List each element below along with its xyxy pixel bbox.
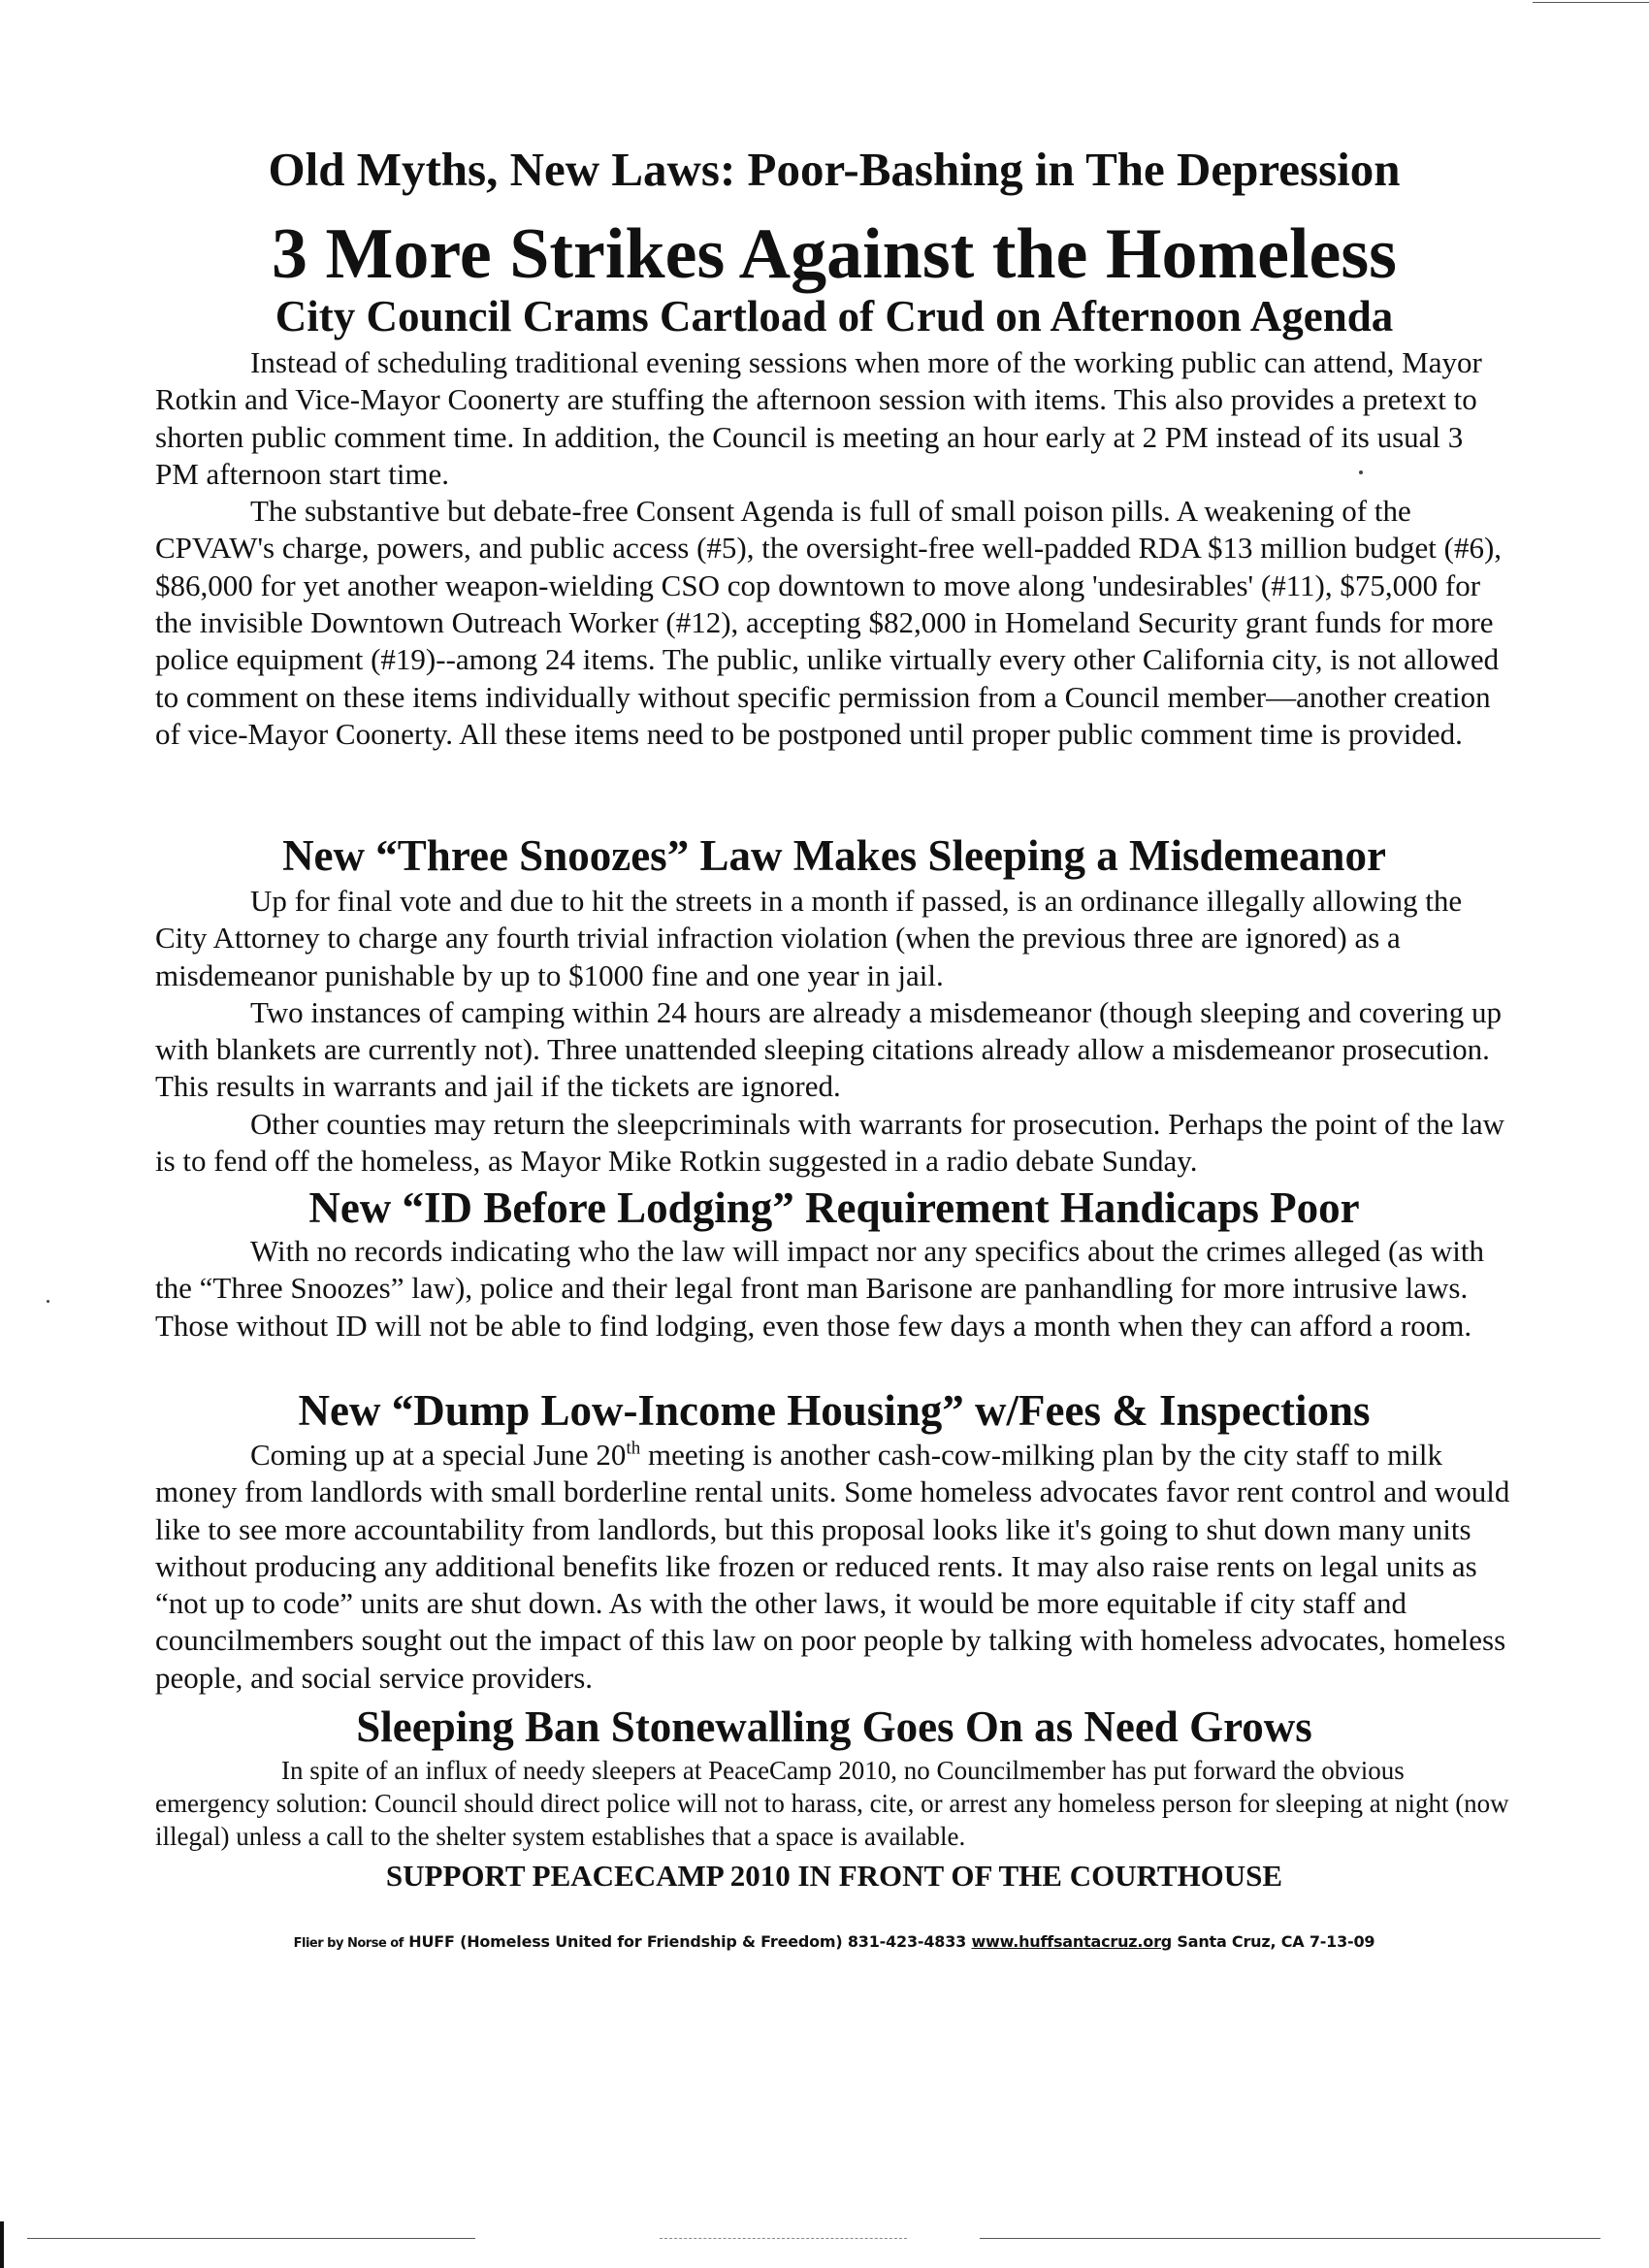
paragraph: With no records indicating who the law will impact nor any specifics about the crimes alleged (as with the “Three Snoozes” law), police and their legal front man Barisone are panhandling for more intrusive laws. Those without ID will not be able to find lodging, even those few days a month when they can afford a room.	[155, 1234, 1484, 1343]
flier-footer	[155, 1932, 1513, 1951]
paragraph: In spite of an influx of needy sleepers at PeaceCamp 2010, no Councilmember has put forward the obvious emergency solution: Council should direct police will not to harass, cite, or arrest any homeless person for sleeping at night (now illegal) unless a call to the shelter system establishes that a space is available.	[155, 1756, 1509, 1851]
section-heading-three-snoozes: New “Three Snoozes” Law Makes Sleeping a Misdemeanor	[282, 831, 1386, 880]
paragraph: The substantive but debate-free Consent Agenda is full of small poison pills. A weakening of the CPVAW's charge, powers, and public access (#5), the oversight-free well-padded RDA $13 million budget (#6), $86,000 for yet another weapon-wielding CSO cop downtown to move along 'undesirables' (#11), $75,000 for the invisible Downtown Outreach Worker (#12), accepting $82,000 in Homeland Security grant funds for more police equipment (#19)--among 24 items. The public, unlike virtually every other California city, is not allowed to comment on these items individually without specific permission from a Council member—another creation of vice-Mayor Coonerty. All these items need to be postponed until proper public comment time is provided.	[155, 494, 1503, 751]
bottom-scan-line	[660, 2238, 907, 2239]
scan-edge-mark	[0, 2221, 4, 2268]
paragraph: Other counties may return the sleepcriminals with warrants for prosecution. Perhaps the point of the law is to fend off the homeless, as Mayor Mike Rotkin suggested in a radio debate Sunday.	[155, 1106, 1505, 1179]
section-body-agenda	[155, 344, 1513, 753]
headline-main: 3 More Strikes Against the Homeless	[272, 214, 1397, 294]
section-body-three-snoozes	[155, 883, 1513, 1180]
paragraph-text: Coming up at a special June 20	[250, 1438, 627, 1472]
section-heading-id-before-lodging: New “ID Before Lodging” Requirement Handicaps Poor	[308, 1183, 1360, 1232]
section-body-sleeping-ban	[155, 1754, 1513, 1853]
section-heading-low-income-housing: New “Dump Low-Income Housing” w/Fees & Inspections	[298, 1386, 1371, 1435]
scan-speck	[1359, 470, 1363, 474]
paragraph: Two instances of camping within 24 hours are already a misdemeanor (though sleeping and covering up with blankets are currently not). Three unattended sleeping citations already allow a misdemeanor prosecution. This results in warrants and jail if the tickets are ignored.	[155, 994, 1502, 1104]
footer-org: HUFF (Homeless United for Friendship & Freedom) 831-423-4833	[408, 1932, 967, 1951]
footer-location-date: Santa Cruz, CA 7-13-09	[1177, 1932, 1375, 1951]
section-heading-sleeping-ban: Sleeping Ban Stonewalling Goes On as Need Grows	[356, 1702, 1312, 1751]
ordinal-suffix: th	[626, 1438, 641, 1459]
headline-top: Old Myths, New Laws: Poor-Bashing in The Depression	[268, 143, 1401, 196]
support-peacecamp-line: SUPPORT PEACECAMP 2010 IN FRONT OF THE COURTHOUSE	[385, 1859, 1283, 1893]
bottom-scan-line	[27, 2238, 475, 2239]
footer-prefix: Flier by Norse of	[293, 1936, 404, 1951]
paragraph: Up for final vote and due to hit the streets in a month if passed, is an ordinance illegally allowing the City Attorney to charge any fourth trivial infraction violation (when the previous three are ignored) as a misdemeanor punishable by up to $1000 fine and one year in jail.	[155, 884, 1463, 992]
bottom-scan-line	[980, 2238, 1600, 2239]
paragraph: Instead of scheduling traditional evening sessions when more of the working public can attend, Mayor Rotkin and Vice-Mayor Coonerty are stuffing the afternoon session with items. This also provides a pretext to shorten public comment time. In addition, the Council is meeting an hour early at 2 PM instead of its usual 3 PM afternoon start time.	[155, 345, 1482, 491]
section-body-low-income-housing	[155, 1437, 1513, 1697]
section-heading-agenda: City Council Crams Cartload of Crud on Afternoon Agenda	[275, 292, 1394, 340]
section-body-id-before-lodging	[155, 1233, 1513, 1345]
scan-speck	[47, 1300, 49, 1303]
top-scan-line	[1533, 2, 1649, 3]
paragraph-text: meeting is another cash-cow-milking plan by the city staff to milk money from landlords with small borderline rental units. Some homeless advocates favor rent control and would like to see more accountability from landlords, but this proposal looks like it's going to shut down many units without producing any additional benefits like frozen or reduced rents. It may also raise rents on legal units as “not up to code” units are shut down. As with the other laws, it would be more equitable if city staff and councilmembers sought out the impact of this law on poor people by talking with homeless advocates, homeless people, and social service providers.	[155, 1438, 1510, 1695]
footer-url-link[interactable]: www.huffsantacruz.org	[971, 1932, 1173, 1951]
paragraph	[155, 1437, 1513, 1697]
